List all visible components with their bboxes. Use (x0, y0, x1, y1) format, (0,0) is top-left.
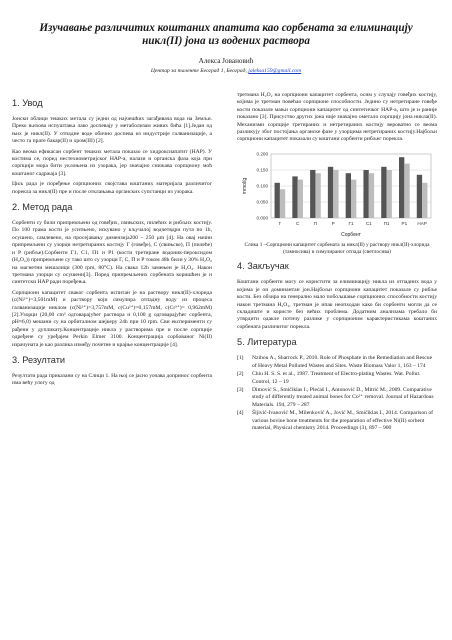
y-tick-label: 0.050 (256, 199, 268, 205)
intro-paragraph-1: Јонски облици тешких метала су једни од најчешћих загађивача вода на Земљи. Преко њихова испуштања лако доспевају у метаболизам живих бића [1].Један од њих је никл(II). У отпадне воде обично доспева из индустрије галванизације, а често га прате бакар(II) и хром(III) [2]. (12, 116, 212, 145)
y-tick-label: 0.100 (256, 183, 268, 189)
conclusion-paragraph: Коштани сорбенти могу се користити за елиминацију никла из отпадних вода у којима је он доминантан јон.Најбољи сорпциони капацитет показале су рибље кости. Без обзира на генерално мало побољшање сорпционих способности костију након третмана H₂O₂, третман је ипак неопходан како би сорбенти могли да се складиште и користе без већих проблема. Додатним анализама требало би утврдити одакле потичу разлике у сорпционим карактеристикама коштаних сорбената различитог порекла. (237, 279, 437, 330)
bar (280, 189, 285, 218)
x-tick-label: Г (278, 220, 282, 226)
affiliation (0, 68, 452, 74)
paper-title: Изучавање различитих коштаних апатита као сорбената за елиминацију никл(II) јона из водених раствора (39, 22, 413, 47)
left-column (12, 92, 212, 391)
bar (417, 175, 422, 218)
bar (399, 157, 404, 218)
method-heading: 2. Метод рада (12, 202, 73, 213)
intro-paragraph-3: Циљ рада је поређење сорпционих својстава коштаних материјала различитог порекла за никл(II) пре и после отклањања органских супстанци из узорака. (12, 181, 212, 195)
results-heading: 3. Резултати (12, 354, 66, 365)
y-tick-label: 0.150 (256, 167, 268, 173)
bar (404, 163, 409, 217)
affiliation-text: Центар за таленте Београд 1, Београд, (150, 68, 249, 74)
reference-number: [3] (237, 386, 244, 393)
bar (381, 167, 386, 218)
x-tick-label: П (313, 220, 318, 226)
right-column (237, 92, 437, 433)
author-name: Алекса Јовановић (198, 57, 254, 65)
bar (387, 170, 392, 218)
reference-text: Nzihou A., Sharrock P., 2010. Role of Phosphate in the Remediation and Rescue of Heavy Metal Polluted Wastes and Sites. Waste Biomass Valor 1, 163 – 174 (252, 355, 433, 369)
reference-item (237, 410, 437, 432)
bar (351, 179, 356, 217)
reference-list (237, 355, 437, 432)
results-paragraph-continued: третмана H₂O₂ на сорпциони капацитет сорбента, осим у случају говеђих костију, којима је третман повећао сорпционе способности. Једино су нетретиране говеђе кости показале мањи сорпциони капацитет од синтетичког HAP-а, што је и раније показано [3]. Присуство других јона није значајно ометало сорпцију јона никла(II). Механизми сорпције третираних и нетретираних костију вероватно се веома разликују због постојања органске фазе у узорцима нетретираних костију.Најбољи сорпциони капацитет показали су коштани сорбенти рибљег порекла. (237, 92, 437, 143)
reference-text: Šljivić-Ivanović M., Milenković A., Jović M., Smičiklas I., 2014. Comparison of various bovine bone treatments for the preparation of effective Ni(II) sorbent material, Physical chemistry 2014. Proceedings (3), 897 – 900 (252, 410, 434, 431)
reference-number: [2] (237, 371, 244, 378)
x-axis-label: Сорбент (341, 231, 361, 238)
reference-item (237, 371, 437, 386)
y-tick-label: 0.000 (256, 215, 268, 221)
x-tick-label: П1 (383, 220, 390, 226)
reference-text: Dimović S., Smičiklas I., Plećaš I., Antonović D., Mitrić M., 2009. Comparative study of differently treated animal bones for Co²⁺ removal. Journal of Hazardous Materials. 194, 279 – 287 (252, 386, 434, 408)
bar (422, 183, 427, 218)
reference-text: Chiu H. S. S. et al., 1987. Treatment of Electro-plating Wastes. Wat. Pollut. Control, 12 – 19 (252, 371, 421, 385)
bar (292, 176, 297, 218)
conclusion-heading: 4. Закључак (237, 261, 289, 272)
x-tick-label: HAP (417, 220, 427, 226)
method-paragraph-2: Сорпциони капацитет сваког сорбента испитан је на раствору никл(II)-хлорида (c(Ni²⁺)=3,501mM) и раствору који симулира отпадну воду из процеса галванизације никлом (c(Ni²⁺)=3,757mM, c(Cu²⁺)=0,157mM, c(Cr³⁺)= 0,962mM) [2].Узорци (20,00 cm³ одговарајућег раствора и 0,100 g одговарајућег сорбента, pH≈6,0) мешани су на орбиталном шејкеру 24h при 10 rpm. Сви експерименти су рађени у дупликату.Концентрације никла у растворима пре и после сорпције одређене су уређајем Perkin Elmer 3100. Концентрација сорбованог Ni(II) израчуната је као разлика између почетне и крајње концентрације [4]. (12, 289, 212, 348)
reference-number: [4] (237, 410, 244, 417)
y-axis-label: mmol/g (242, 177, 248, 195)
results-paragraph-start: Резултати рада приказани су на Слици 1. На њој се јасно уочава допринос сорбента има већу улогу од (12, 372, 212, 387)
x-tick-label: С (296, 220, 300, 226)
method-paragraph-1: Сорбенти су били припремљени од говеђих, свињских, пилећих и рибљих костију. По 100 грама кости је уситњено, искувано у кључалој водчетвдри пута по 1h, осушено, самлевено, на просејавању димензија200 – 250 μm [4]. На овај начин припремљени су узорци нетретираних костију Г (говеђе), С (свињске), П (пилеће) и Р (рибље).Сорбенти Г1, С1, П1 и Р1 (кости третиране водоник-пероксидом (H₂O₂)) припремљене су тако што су узорци Г, С, П и Р током 48h били у 30% H₂O₂ на магнетни мешалици (300 rpm, 80°C). На свака 12h замењен је H₂O₂. Након третмана узорци су осушени[3]. Поред припремљених сорбената коришћен је и синтетски HAP ради поређења. (12, 220, 212, 286)
y-tick-label: 0.200 (256, 151, 268, 157)
figure-1-chart (237, 148, 437, 240)
intro-paragraph-2: Као веома ефикасан сорбент тешких метала показао се хидроксиапатит (HAP). У костима се, поред нестехиометријског HAP-а, налази и органска фаза која при сорпцији мора бити уклоњена из узорака, јер значајно снижава сорпциону моћ коштаног садржаја [3]. (12, 148, 212, 177)
x-tick-label: С1 (365, 220, 372, 226)
reference-number: [1] (237, 355, 244, 362)
bar (315, 173, 320, 218)
intro-heading: 1. Увод (12, 98, 43, 108)
reference-item (237, 387, 437, 409)
bar (310, 170, 315, 218)
bar (346, 173, 351, 218)
bar (369, 173, 374, 218)
figure-1-caption: Слика 1 –Сорпциони капацитет сорбената за никл(II) у раствору никл(II)-хлорида (тамносива) и симулираног отпада (светлосива) (244, 241, 430, 255)
bar-chart-svg (237, 148, 437, 240)
bar (333, 170, 338, 218)
x-tick-label: Р1 (401, 220, 408, 226)
reference-item (237, 355, 437, 370)
bar (298, 179, 303, 217)
bar (328, 167, 333, 218)
email-link[interactable]: jaleksa159@gmail.com (248, 68, 302, 74)
bar (363, 170, 368, 218)
x-tick-label: Р (331, 220, 335, 226)
x-tick-label: Г1 (348, 220, 354, 226)
bar (275, 183, 280, 218)
references-heading: 5. Литература (237, 337, 297, 348)
